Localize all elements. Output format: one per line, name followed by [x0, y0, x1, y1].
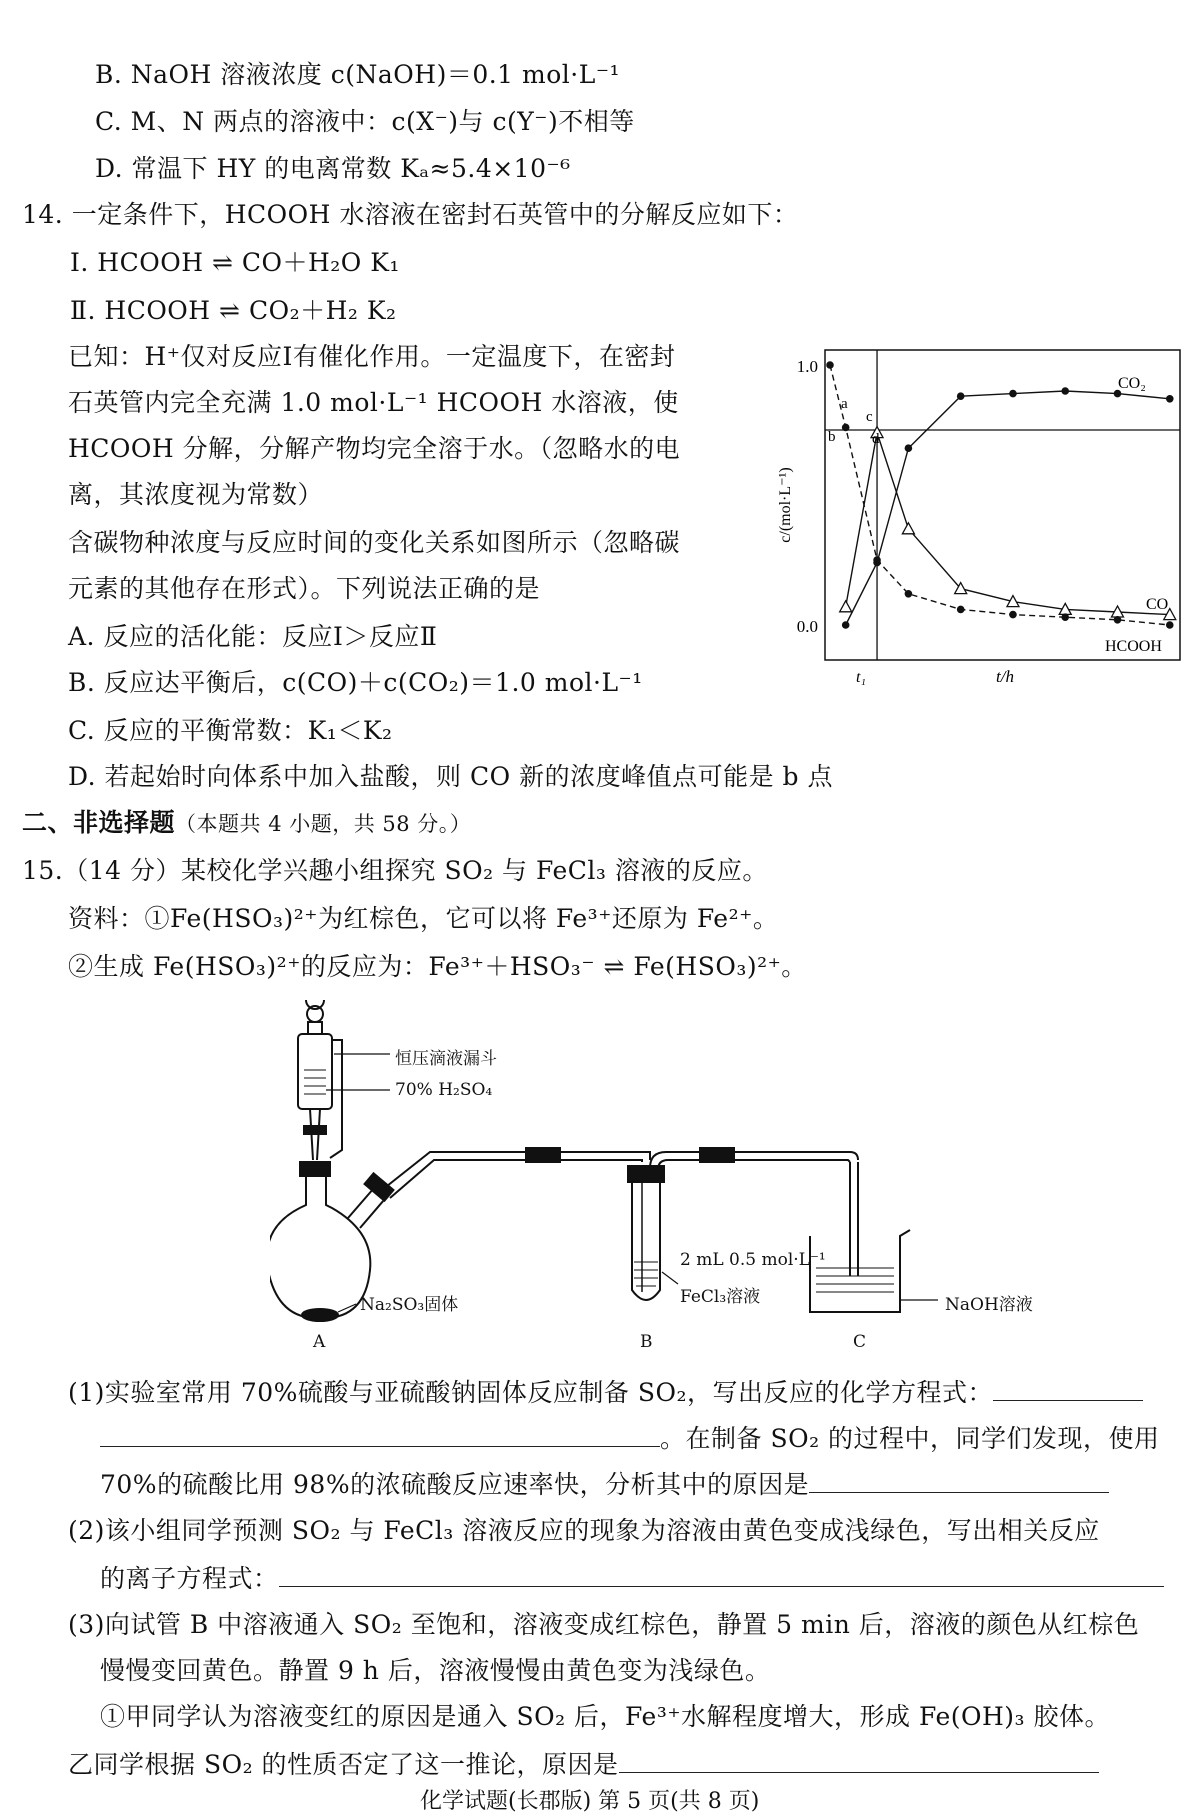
- q15-part-1-line-2: [100, 1420, 1160, 1456]
- data-point-dot: [957, 606, 965, 614]
- section-2-title: 二、非选择题: [22, 808, 176, 837]
- page-footer: 化学试题(长郡版) 第 5 页(共 8 页): [420, 1789, 760, 1814]
- data-point-triangle: [902, 523, 914, 534]
- data-point-dot: [1166, 395, 1174, 403]
- q15-part-1-line-1: [68, 1374, 1143, 1410]
- series-line-0: [846, 391, 1170, 625]
- q14-paragraph-line: 元素的其他存在形式）。下列说法正确的是: [68, 574, 541, 603]
- acid-label: 70% H₂SO₄: [395, 1080, 493, 1100]
- data-point-dot: [873, 556, 881, 564]
- q14-option-d: D. 若起始时向体系中加入盐酸，则 CO 新的浓度峰值点可能是 b 点: [68, 762, 833, 791]
- data-point-dot: [1166, 621, 1174, 629]
- funnel-label: 恒压滴液漏斗: [395, 1049, 497, 1069]
- funnel-body: [298, 1034, 332, 1109]
- q15-info-2: ②生成 Fe(HSO₃)²⁺的反应为：Fe³⁺＋HSO₃⁻ ⇌ Fe(HSO₃)²⁺。: [68, 952, 807, 981]
- q15-part-1-line-3: [100, 1466, 1109, 1502]
- q15-part-1-text: (1)实验室常用 70%硫酸与亚硫酸钠固体反应制备 SO₂，写出反应的化学方程式：: [68, 1378, 994, 1407]
- q15-part-1-text: 70%的硫酸比用 98%的浓硫酸反应速率快，分析其中的原因是: [100, 1470, 810, 1499]
- q13-option-b: B. NaOH 溶液浓度 c(NaOH)＝0.1 mol·L⁻¹: [95, 60, 621, 89]
- q15-part-1-text: 。在制备 SO₂ 的过程中，同学们发现，使用: [660, 1424, 1160, 1453]
- q14-reaction-2: Ⅱ. HCOOH ⇌ CO₂＋H₂ K₂: [70, 296, 397, 325]
- apparatus-label-b: B: [640, 1332, 653, 1352]
- q13-option-c: C. M、N 两点的溶液中：c(X⁻)与 c(Y⁻)不相等: [95, 107, 635, 136]
- solid-label: Na₂SO₃固体: [360, 1295, 459, 1315]
- data-point-dot: [957, 392, 965, 400]
- naoh-label: NaOH溶液: [945, 1295, 1033, 1315]
- apparatus-diagram: [270, 1000, 990, 1330]
- data-point-dot: [826, 361, 834, 369]
- point-label-c: c: [866, 409, 873, 425]
- q14-paragraph-line: 离，其浓度视为常数）: [68, 480, 324, 509]
- q15-part-3-line-4: [68, 1746, 1099, 1782]
- point-label-b: b: [828, 429, 836, 445]
- data-point-dot: [1114, 616, 1122, 624]
- series-label-co: CO: [1146, 596, 1169, 613]
- q14-option-a: A. 反应的活化能：反应Ⅰ＞反应Ⅱ: [68, 622, 438, 651]
- answer-blank[interactable]: [993, 1374, 1143, 1401]
- q15-part-2-text: 的离子方程式：: [100, 1564, 279, 1593]
- point-label-a: a: [841, 396, 848, 412]
- q14-stem: 14. 一定条件下，HCOOH 水溶液在密封石英管中的分解反应如下：: [22, 200, 799, 229]
- answer-blank[interactable]: [619, 1746, 1099, 1773]
- q15-part-3-line-1: (3)向试管 B 中溶液通入 SO₂ 至饱和，溶液变成红棕色，静置 5 min 后，溶液的颜色从红棕色: [68, 1610, 1140, 1639]
- q14-paragraph-line: 含碳物种浓度与反应时间的变化关系如图所示（忽略碳: [68, 528, 681, 557]
- data-point-dot: [1061, 613, 1069, 621]
- series-line-2: [830, 365, 1170, 625]
- series-label-co2: CO₂: [1118, 375, 1146, 392]
- q13-option-d: D. 常温下 HY 的电离常数 Kₐ≈5.4×10⁻⁶: [95, 154, 571, 183]
- tube-solution-label-2: FeCl₃溶液: [680, 1287, 761, 1307]
- q14-option-c: C. 反应的平衡常数：K₁＜K₂: [68, 716, 393, 745]
- data-point-dot: [1061, 387, 1069, 395]
- section-2-note: （本题共 4 小题，共 58 分。）: [175, 812, 472, 836]
- tube-solution-label-1: 2 mL 0.5 mol·L⁻¹: [680, 1250, 826, 1270]
- y-axis-label: c/(mol·L⁻¹): [777, 467, 794, 543]
- q15-part-3-line-2: 慢慢变回黄色。静置 9 h 后，溶液慢慢由黄色变为浅绿色。: [100, 1656, 771, 1685]
- q14-reaction-1: Ⅰ. HCOOH ⇌ CO＋H₂O K₁: [70, 248, 400, 277]
- apparatus-label-c: C: [853, 1332, 867, 1352]
- section-2-heading: [22, 806, 471, 841]
- y-tick-label: 0.0: [796, 617, 818, 636]
- data-point-dot: [1009, 390, 1017, 398]
- data-point-dot: [1009, 611, 1017, 619]
- data-point-dot: [905, 590, 913, 598]
- q14-option-b: B. 反应达平衡后，c(CO)＋c(CO₂)＝1.0 mol·L⁻¹: [68, 668, 643, 697]
- series-line-1: [846, 433, 1170, 615]
- answer-blank[interactable]: [809, 1466, 1109, 1493]
- beaker-c: [810, 1230, 910, 1312]
- q15-info-1: 资料：①Fe(HSO₃)²⁺为红棕色，它可以将 Fe³⁺还原为 Fe²⁺。: [68, 904, 779, 933]
- data-point-dot: [842, 424, 850, 432]
- q14-paragraph-line: 石英管内完全充满 1.0 mol·L⁻¹ HCOOH 水溶液，使: [68, 388, 679, 417]
- q15-part-2-line-2: [100, 1560, 1164, 1596]
- series-label-hcooh: HCOOH: [1105, 638, 1162, 655]
- data-point-dot: [842, 621, 850, 629]
- data-point-triangle: [840, 601, 852, 612]
- x-tick-label-t1: t₁: [855, 669, 867, 686]
- point-label-d: d: [872, 431, 880, 447]
- answer-blank[interactable]: [279, 1560, 1164, 1587]
- q15-part-2-line-1: (2)该小组同学预测 SO₂ 与 FeCl₃ 溶液反应的现象为溶液由黄色变成浅绿色，写出相关反应: [68, 1516, 1100, 1545]
- q15-part-3-text: 乙同学根据 SO₂ 的性质否定了这一推论，原因是: [68, 1750, 619, 1779]
- y-tick-label: 1.0: [796, 357, 818, 376]
- data-point-dot: [905, 444, 913, 452]
- x-axis-label: t/h: [996, 667, 1014, 686]
- apparatus-label-a: A: [313, 1332, 326, 1352]
- answer-blank[interactable]: [100, 1420, 660, 1447]
- q14-paragraph-line: HCOOH 分解，分解产物均完全溶于水。（忽略水的电: [68, 434, 681, 463]
- na2so3-solid: [302, 1309, 338, 1321]
- q14-paragraph-line: 已知：H⁺仅对反应Ⅰ有催化作用。一定温度下，在密封: [68, 342, 676, 371]
- q15-part-3-line-3: ①甲同学认为溶液变红的原因是通入 SO₂ 后，Fe³⁺水解程度增大，形成 Fe(OH)₃ 胶体。: [100, 1702, 1111, 1731]
- test-tube-b: [632, 1182, 660, 1300]
- q15-stem: 15.（14 分）某校化学兴趣小组探究 SO₂ 与 FeCl₃ 溶液的反应。: [22, 856, 768, 885]
- concentration-time-chart: [760, 345, 1190, 690]
